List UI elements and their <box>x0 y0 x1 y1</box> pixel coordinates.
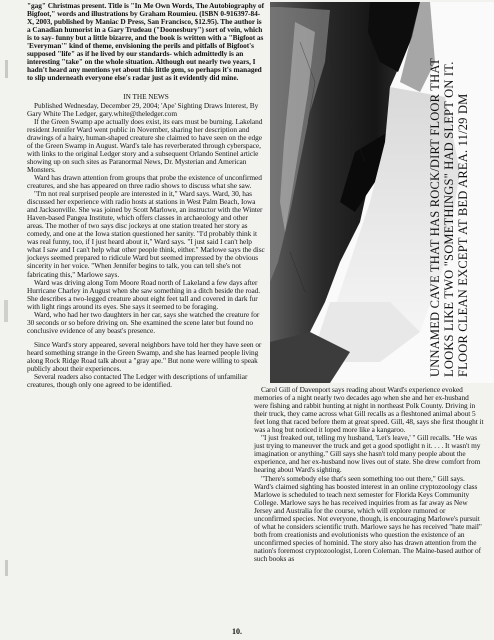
article-paragraph: "There's somebody else that's seen something too out there," Gill says. Ward's claimed sighting has boosted interest in an online cryptozoology class Marlowe is scheduled to teach next semester for Florida Keys Community College. Marlowe says he has received inquiries from as far away as New Jersey and Australia for the course, which will explore rumored or unconfirmed species. Not everyone, though, is encouraging Marlowe's pursuit of what he considers scientific truth. Marlowe says he has received "hate mail" both from creationists and evolutionists who question the existence of an unconfirmed species of hominid. The story also has drawn attention from the nation's foremost cryptozoologist, Loren Coleman. The Maine-based author of such books as <box>254 473 482 563</box>
article-paragraph: If the Green Swamp ape actually does exist, its ears must be burning. Lakeland resident Jennifer Ward went public in November, sharing her description and drawings of a hairy, human-shaped creature she claimed to have seen on the edge of the Green Swamp in August. Ward's tale has reverberated through cyberspace, with links to the original Ledger story and a subsequent Orlando Sentinel article showing up on such sites as Paranormal News, Dr. Mysterian and American Monsters. <box>27 116 263 174</box>
article-paragraph: Ward was driving along Tom Moore Road north of Lakeland a few days after Hurricane Charley in August when she saw something in a ditch beside the road. She describes a two-legged creature about eight feet tall and covered in dark fur with light rings around its eyes. She says it seemed to be foraging. <box>27 277 261 311</box>
book-review-paragraph: "gag" Christmas present. Title is "In Me Own Words, The Autobiography of Bigfoot," words and illustrations by Graham Roumieu. (ISBN 0-916397-84-X, 2003, published by Maniac D Press, San Francisco, $12.95). The author is a Canadian humorist in a Gary Trudeau ("Doonesbury") sort of vein, which is to say- funny but a little bizarre, and the book is written with a "Bigfoot as 'Everyman'" kind of theme, envisioning the perils and pitfalls of Bigfoot's supposed "life" as if he lived by our standards- which admittedly is an interesting "take" on the whole situation. Although out nearly two years, I hadn't heard any mentions yet about this little gem, so perhaps it's managed to slip underneath everyone else's radar just as it evidently did mine. <box>27 1 265 83</box>
article-paragraph: Several readers also contacted The Ledger with descriptions of unfamiliar creatures, though only one agreed to be identified. <box>27 372 248 390</box>
scan-edge-marks <box>2 0 16 640</box>
page-number: 10. <box>232 627 242 636</box>
article-byline: Published Wednesday, December 29, 2004; 'Ape' Sighting Draws Interest, By Gary White The Ledger, gary.white@theledger.com <box>27 100 259 118</box>
left-text-column <box>27 2 265 389</box>
article-paragraph: Ward has drawn attention from groups that probe the existence of unconfirmed creatures, and she has appeared on three radio shows to discuss what she saw. <box>27 172 262 190</box>
section-heading: IN THE NEWS <box>123 92 169 102</box>
photo-caption-line: LOOKS LIKE TWO "SOMETHINGS" HAD SLEPT ON IT. <box>442 61 456 377</box>
article-paragraph: Ward, who had her two daughters in her car, says she watched the creature for 30 seconds or so before driving on. She examined the scene later but found no conclusive evidence of any beast's presence. <box>27 309 260 335</box>
photo-caption-line: FLOOR CLEAN EXCEPT AT BED AREA. 11/29 DM <box>456 93 470 377</box>
photo-caption <box>428 7 470 377</box>
photo-caption-line: UNNAMED CAVE THAT HAS ROCK/DIRT FLOOR THAT <box>428 57 442 377</box>
article-paragraph: Since Ward's story appeared, several neighbors have told her they have seen or heard something strange in the Green Swamp, and she has learned people living along Rock Ridge Road talk about a "gray ape." But none were willing to speak publicly about their experiences. <box>27 339 262 374</box>
right-text-column <box>254 386 484 563</box>
article-paragraph: "I'm not real surprised people are interested in it," Ward says. Ward, 30, has discussed her experience with radio hosts at stations in West Palm Beach, Iowa and Jacksonville. She was joined by Scott Marlowe, an instructor with the Winter Haven-based Pangea Institute, which offers classes in archaeology and other areas. The mother of two says disc jockeys at one station treated her story as comedy, and one at the Iowa station questioned her sanity. "I'd probably think it was real funny, too, if I just heard about it," Ward says. "I just said I can't help what I saw and I can't help what other people think, either." Marlowe says the disc jockeys seemed prepared to ridicule Ward but seemed impressed by the obvious sincerity in her voice. "When Jennifer begins to talk, you can tell she's not fabricating this," Marlowe says. <box>27 189 265 279</box>
article-paragraph: "I just freaked out, telling my husband, 'Let's leave,' " Gill recalls. "He was just trying to maneuver the truck and get a good spotlight n it. . . . It wasn't my imagination or anything." Gill says she hasn't told many people about the experience, and her ex-husband now lives out of state. She drew comfort from hearing about Ward's sighting. <box>254 433 481 475</box>
article-paragraph: Carol Gill of Davenport says reading about Ward's experience evoked memories of a night nearly two decades ago when she and her ex-husband were fishing and rabbit hunting at night in northeast Polk County. Driving in their truck, they came across what Gill recalls as a fleshtoned animal about 5 feet long that raced before them at great speed. Gill, 48, says she first thought it was a hog but noticed it loped more like a kangaroo. <box>254 385 484 435</box>
